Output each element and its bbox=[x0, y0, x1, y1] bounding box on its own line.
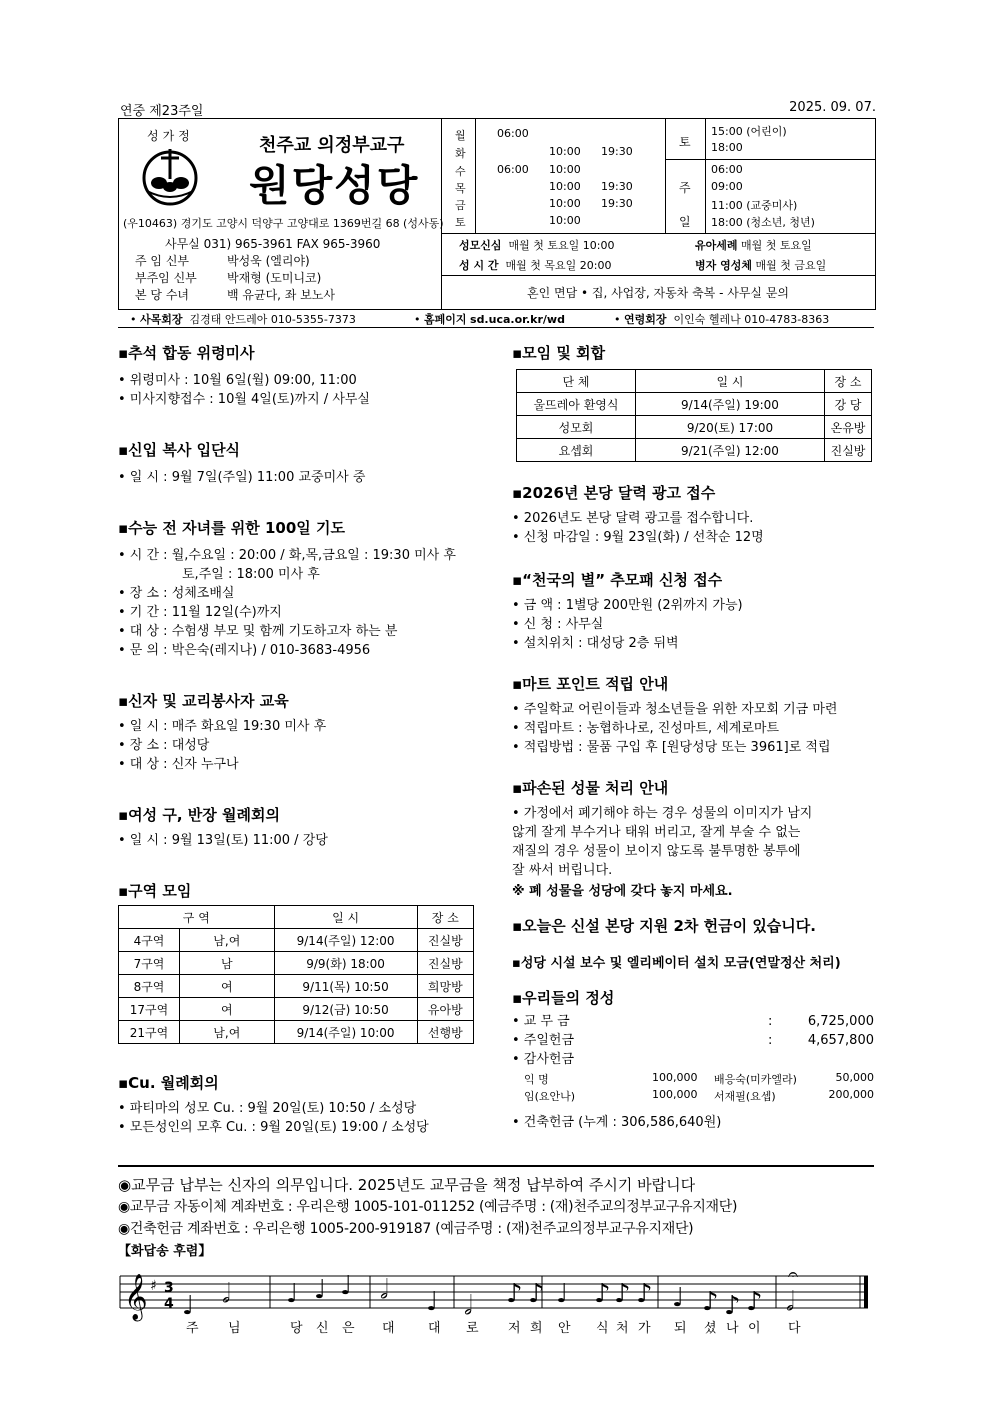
section-title: ▪Cu. 월례회의 bbox=[118, 1074, 219, 1092]
offering-row: • 교 무 금 : 6,725,000 bbox=[512, 1014, 874, 1029]
music-staff bbox=[118, 1262, 878, 1362]
treble-clef-icon: 𝄞 bbox=[124, 1274, 148, 1320]
table-row: 21구역 남,여 9/14(주일) 10:00 선행방 bbox=[119, 1021, 474, 1044]
svg-text:♩: ♩ bbox=[556, 1279, 569, 1309]
time-sig-top: 3 bbox=[164, 1280, 174, 1296]
issue-date: 2025. 09. 07. bbox=[789, 100, 876, 115]
svg-text:이: 이 bbox=[748, 1321, 761, 1336]
section-title: ▪성당 시설 보수 및 엘리베이터 설치 모금(연말정산 처리) bbox=[512, 956, 841, 971]
masthead bbox=[118, 118, 876, 310]
svg-text:𝅗𝅥: 𝅗𝅥 bbox=[464, 1291, 473, 1321]
svg-text:신: 신 bbox=[316, 1321, 329, 1336]
table-row: 17구역 여 9/12(금) 10:50 유아방 bbox=[119, 998, 474, 1021]
notices bbox=[118, 1174, 878, 1259]
table-row: 4구역 남,여 9/14(주일) 12:00 진실방 bbox=[119, 929, 474, 952]
svg-text:셨: 셨 bbox=[704, 1321, 717, 1336]
parish-address: (우10463) 경기도 고양시 덕양구 고양대로 1369번길 68 (성사동) bbox=[123, 217, 444, 230]
section-title: ▪모임 및 회합 bbox=[512, 344, 606, 362]
section-title: ▪구역 모임 bbox=[118, 882, 192, 900]
thanks-row: 익 명 100,000 배응숙(미카엘라) 50,000 bbox=[524, 1071, 874, 1086]
logo-caption: 성가정 bbox=[147, 129, 194, 143]
header-bar bbox=[120, 100, 876, 118]
svg-text:로: 로 bbox=[466, 1321, 479, 1336]
svg-text:♪: ♪ bbox=[594, 1279, 611, 1309]
svg-text:가: 가 bbox=[638, 1321, 651, 1336]
right-column bbox=[512, 342, 874, 1132]
svg-text:𝅗𝅥: 𝅗𝅥 bbox=[786, 1287, 795, 1317]
parish-info bbox=[119, 119, 442, 309]
contact-funeral: • 연령회장 이인숙 헬레나 010-4783-8363 bbox=[614, 313, 830, 326]
table-row: 7구역 남 9/9(화) 18:00 진실방 bbox=[119, 952, 474, 975]
svg-text:♩: ♩ bbox=[286, 1279, 299, 1309]
svg-text:♩: ♩ bbox=[340, 1271, 353, 1301]
svg-text:♩: ♩ bbox=[314, 1275, 327, 1305]
table-row: 8구역 여 9/11(목) 10:50 희망방 bbox=[119, 975, 474, 998]
office-phone: 사무실 031) 965-3961 FAX 965-3960 bbox=[165, 237, 381, 251]
svg-text:은: 은 bbox=[342, 1321, 355, 1336]
diocese-name: 천주교 의정부교구 bbox=[259, 135, 405, 156]
svg-text:♩: ♩ bbox=[182, 1291, 195, 1321]
district-table bbox=[118, 905, 474, 1044]
liturgical-week: 연중 제23주일 bbox=[120, 104, 204, 119]
svg-text:♪: ♪ bbox=[636, 1279, 653, 1309]
section-body: • 금 액 : 1별당 200만원 (2위까지 가능) • 신 청 : 사무실 • 설치위치 : 대성당 2층 뒤벽 bbox=[512, 598, 743, 651]
section-title: ▪신자 및 교리봉사자 교육 bbox=[118, 692, 289, 710]
clergy-row: 본 당 수녀 백 유균다, 좌 보노사 bbox=[135, 288, 335, 302]
section-body: • 시 간 : 월,수요일 : 20:00 / 화,목,금요일 : 19:30 미사 후 토,주일 : 18:00 미사 후 • 장 소 : 성체조배실 • 기 간 : 11월 12일(수)까지 • 대 상 : 수험생 부모 및 함께 기도하고자 하는 분 • 문 의 : 박은숙(레지나) / 010-3683-4956 bbox=[118, 548, 456, 658]
section-title: ▪수능 전 자녀를 위한 100일 기도 bbox=[118, 519, 345, 537]
svg-text:♪: ♪ bbox=[506, 1279, 523, 1309]
section-title: ▪여성 구, 반장 월례회의 bbox=[118, 806, 280, 824]
section-title: ▪“천국의 별” 추모패 신청 접수 bbox=[512, 571, 723, 589]
table-row: 울뜨레아 환영식 9/14(주일) 19:00 강 당 bbox=[517, 393, 872, 416]
divider bbox=[118, 1165, 874, 1167]
sharp-icon: ♯ bbox=[150, 1278, 157, 1294]
weekend-times: 15:00 (어린이) 18:00 06:00 09:00 11:00 (교중미사) 18:00 (청소년, 청년) bbox=[705, 119, 875, 233]
section-title: ▪추석 합동 위령미사 bbox=[118, 344, 255, 362]
section-title: ▪파손된 성물 처리 안내 bbox=[512, 779, 669, 797]
hymn-title: 【화답송 후렴】 bbox=[118, 1244, 212, 1259]
contact-bar bbox=[118, 309, 874, 328]
table-row: 요셉회 9/21(주일) 12:00 진실방 bbox=[517, 439, 872, 462]
svg-text:안: 안 bbox=[558, 1321, 571, 1336]
table-row: 성모회 9/20(토) 17:00 온유방 bbox=[517, 416, 872, 439]
svg-text:♪: ♪ bbox=[746, 1287, 763, 1317]
section-body: • 주일학교 어린이들과 청소년들을 위한 자모회 기금 마련 • 적립마트 : 농협하나로, 진성마트, 세계로마트 • 적립방법 : 물품 구입 후 [원당성당 또는 3961]로 적립 bbox=[512, 702, 838, 755]
notice-dues-account: ◉교무금 자동이체 계좌번호 : 우리은행 1005-101-011252 (예금주명 : (재)천주교의정부교구유지재단) bbox=[118, 1199, 738, 1215]
section-title: ▪오늘은 신설 본당 지원 2차 헌금이 있습니다. bbox=[512, 917, 816, 935]
section-title: ▪우리들의 정성 bbox=[512, 989, 615, 1007]
hymn-lyrics bbox=[186, 1320, 801, 1336]
notice-dues: ◉교무금 납부는 신자의 의무입니다. 2025년도 교무금을 책정 납부하여 주시기 바랍니다 bbox=[118, 1176, 696, 1194]
thanks-row: 임(요안나) 100,000 서재필(요셉) 200,000 bbox=[524, 1088, 874, 1103]
svg-text:대: 대 bbox=[382, 1321, 395, 1336]
svg-text:나: 나 bbox=[726, 1321, 739, 1336]
parish-logo-icon bbox=[137, 145, 203, 207]
time-sig-bottom: 4 bbox=[164, 1296, 174, 1312]
section-body: • 일 시 : 9월 13일(토) 11:00 / 강당 bbox=[118, 833, 328, 848]
svg-text:주: 주 bbox=[186, 1321, 199, 1336]
section-title: ▪신입 복사 입단식 bbox=[118, 441, 241, 459]
svg-text:♪: ♪ bbox=[702, 1287, 719, 1317]
notice-building-account: ◉건축헌금 계좌번호 : 우리은행 1005-200-919187 (예금주명 : (재)천주교의정부교구유지재단) bbox=[118, 1221, 694, 1237]
devotion-info: 성모신심 매월 첫 토요일 10:00 유아세례 매월 첫 토요일 성 시 간 매월 첫 목요일 20:00 병자 영성체 매월 첫 금요일 bbox=[441, 233, 875, 276]
svg-text:처: 처 bbox=[616, 1321, 629, 1336]
weekend-labels: 토 주일 bbox=[665, 119, 706, 233]
svg-text:희: 희 bbox=[530, 1321, 543, 1336]
table-header: 단 체 일 시 장 소 bbox=[517, 370, 872, 393]
section-title: ▪2026년 본당 달력 광고 접수 bbox=[512, 484, 716, 502]
svg-text:되: 되 bbox=[674, 1321, 687, 1336]
section-title: ▪마트 포인트 적립 안내 bbox=[512, 675, 669, 693]
svg-text:식: 식 bbox=[596, 1321, 609, 1336]
offerings: • 교 무 금 : 6,725,000 • 주일헌금 : 4,657,800 • 감사헌금 익 명 100,000 배응숙(미카엘라) 50,000 임(요안나) 100,000 서재필(요셉) 200,000 • 건축헌금 (누계 : 306,586,640원) bbox=[512, 1014, 874, 1130]
svg-text:𝄐: 𝄐 bbox=[788, 1264, 799, 1285]
meetings-table bbox=[516, 369, 872, 462]
blessing-info: 혼인 면담 • 집, 사업장, 자동차 축복 - 사무실 문의 bbox=[526, 286, 790, 300]
offering-row: • 주일헌금 : 4,657,800 bbox=[512, 1033, 874, 1048]
section-body: • 가정에서 폐기해야 하는 경우 성물의 이미지가 남지 않게 잘게 부수거나 태워 버리고, 잘게 부술 수 없는 재질의 경우 성물이 보이지 않도록 불투명한 봉투에 잘 싸서 버립니다. ※ 폐 성물을 성당에 갖다 놓지 마세요. bbox=[512, 806, 813, 899]
contact-homepage[interactable]: • 홈페이지 sd.uca.or.kr/wd bbox=[414, 313, 565, 326]
section-body: • 일 시 : 매주 화요일 19:30 미사 후 • 장 소 : 대성당 • 대 상 : 신자 누구나 bbox=[118, 719, 327, 772]
svg-text:𝅗𝅥: 𝅗𝅥 bbox=[380, 1275, 389, 1305]
svg-text:♩: ♩ bbox=[426, 1287, 439, 1317]
clergy-row: 부주임 신부 박재형 (도미니코) bbox=[135, 271, 322, 285]
svg-text:님: 님 bbox=[228, 1321, 241, 1336]
svg-text:당: 당 bbox=[290, 1321, 303, 1336]
svg-text:♪: ♪ bbox=[528, 1279, 545, 1309]
section-body: • 2026년도 본당 달력 광고를 접수합니다. • 신청 마감일 : 9월 23일(화) / 선착순 12명 bbox=[512, 511, 764, 545]
table-header: 구 역 일 시 장 소 bbox=[119, 906, 474, 929]
weekday-labels: 월 화 수 목 금 토 bbox=[441, 119, 476, 233]
section-body: • 일 시 : 9월 7일(주일) 11:00 교중미사 중 bbox=[118, 470, 366, 485]
svg-text:♪: ♪ bbox=[724, 1291, 741, 1321]
svg-text:♩: ♩ bbox=[672, 1283, 685, 1313]
contact-pastoral: • 사목회장 김경태 안드레아 010-5355-7373 bbox=[130, 313, 356, 326]
mass-schedule bbox=[441, 119, 875, 234]
svg-text:다: 다 bbox=[788, 1321, 801, 1336]
weekday-times: 06:00 10:00 19:30 06:00 10:00 10:00 19:30 10:00 19:30 10:00 bbox=[475, 119, 666, 233]
clergy-row: 주 임 신부 박성욱 (엘리야) bbox=[135, 254, 310, 268]
section-body: • 위령미사 : 10월 6일(월) 09:00, 11:00 • 미사지향접수 : 10월 4일(토)까지 / 사무실 bbox=[118, 373, 370, 407]
section-body: • 파티마의 성모 Cu. : 9월 20일(토) 10:50 / 소성당 • 모든성인의 모후 Cu. : 9월 20일(토) 19:00 / 소성당 bbox=[118, 1101, 429, 1135]
left-column bbox=[118, 342, 480, 1137]
svg-text:저: 저 bbox=[508, 1321, 521, 1336]
svg-text:♪: ♪ bbox=[614, 1279, 631, 1309]
parish-name: 원당성당 bbox=[249, 161, 420, 210]
clergy-list bbox=[135, 253, 335, 304]
svg-text:대: 대 bbox=[428, 1321, 441, 1336]
svg-text:𝅗𝅥: 𝅗𝅥 bbox=[222, 1279, 231, 1309]
